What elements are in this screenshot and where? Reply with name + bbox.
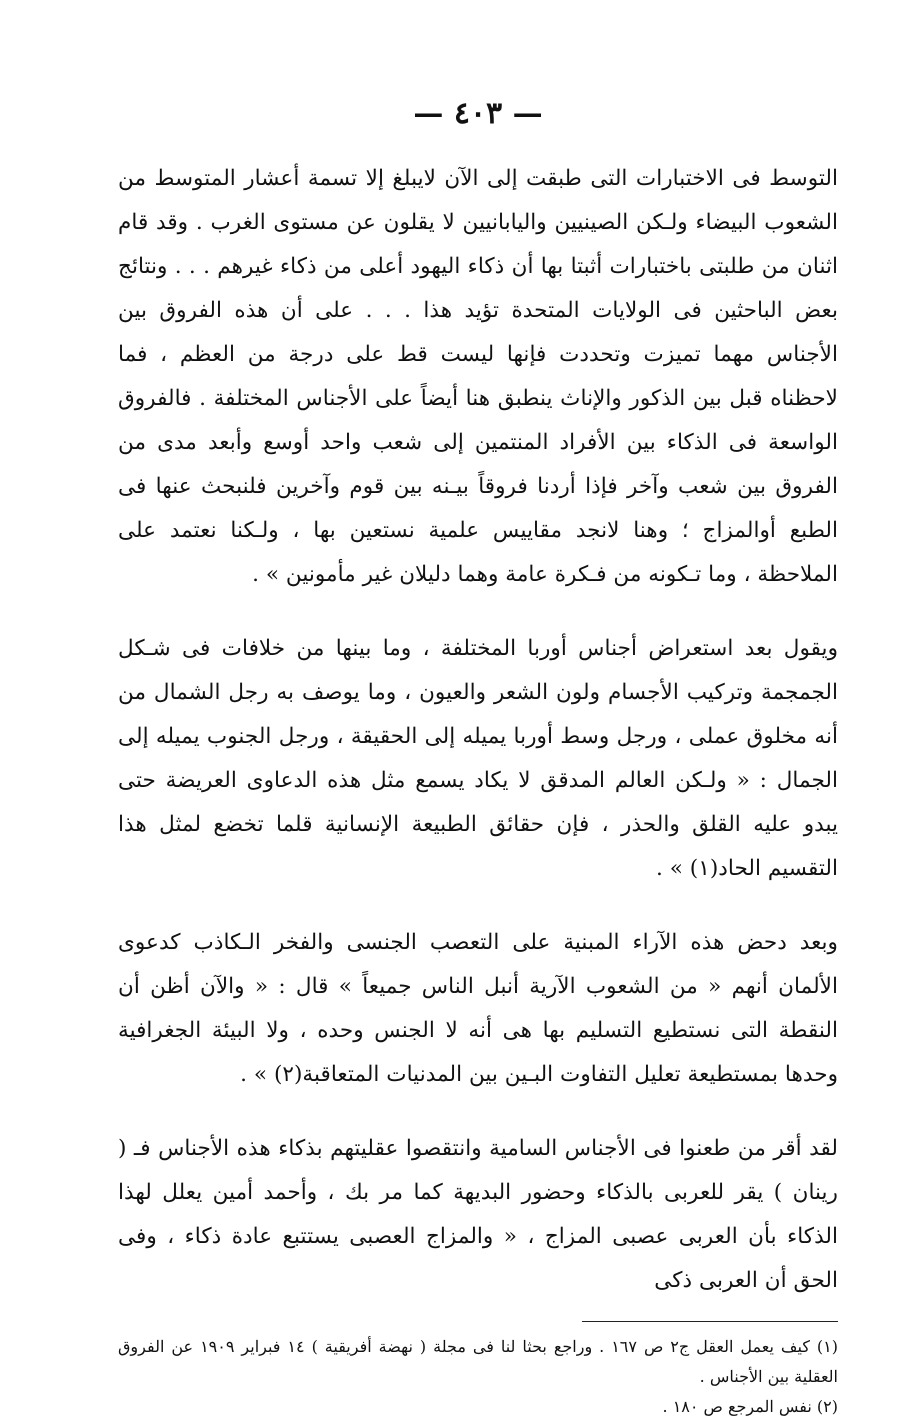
footnote-2: (٢) نفس المرجع ص ١٨٠ . [662,1397,838,1416]
footnote-divider [582,1321,838,1322]
paragraph-gap [118,1097,838,1127]
paragraph-3: وبعد دحض هذه الآراء المبنية على التعصب الجنسى والفخر الـكاذب كدعوى الألمان أنهم « من الشعوب الآرية أنبل الناس جميعاً » قال : « والآن أظن أن النقطة التى نستطيع التسليم بها هى أنه لا الجنس وحده ، ولا البيئة الجغرافية وحدها بمستطيعة تعليل التفاوت البـين بين المدنيات المتعاقبة(٢) » . [118,930,838,1087]
paragraph-4: لقد أقر من طعنوا فى الأجناس السامية وانتقصوا عقليتهم بذكاء هذه الأجناس فـ ( رينان ) يقر للعربى بالذكاء وحضور البديهة كما مر بك ، وأحمد أمين يعلل لهذا الذكاء بأن العربى عصبى المزاج ، « والمزاج العصبى يستتبع عادة ذكاء ، وفى الحق أن العربى ذكى [118,1136,838,1293]
paragraph-gap [118,891,838,921]
paragraph-gap [118,597,838,627]
paragraph-1: التوسط فى الاختبارات التى طبقت إلى الآن لايبلغ إلا تسمة أعشار المتوسط من الشعوب البيضاء ولـكن الصينيين واليابانيين لا يقلون عن مستوى الغرب . وقد قام اثنان من طلبتى باختبارات أثبتا بها أن ذكاء اليهود أعلى من ذكاء غيرهم . . . ونتائج بعض الباحثين فى الولايات المتحدة تؤيد هذا . . . على أن هذه الفروق بين الأجناس مهما تميزت وتحددت فإنها ليست قط على درجة من العظم ، فما لاحظناه قبل بين الذكور والإناث ينطبق هنا أيضاً على الأجناس المختلفة . فالفروق الواسعة فى الذكاء بين الأفراد المنتمين إلى شعب واحد أوسع وأبعد مدى من الفروق بين شعب وآخر فإذا أردنا فروقاً بيـنه بين قوم وآخرين فلنبحث عنها فى الطبع أوالمزاج ؛ وهنا لانجد مقاييس علمية نستعين بها ، ولـكنا نعتمد على الملاحظة ، وما تـكونه من فـكرة عامة وهما دليلان غير مأمونين » . [118,166,838,587]
paragraph-2: ويقول بعد استعراض أجناس أوربا المختلفة ، وما بينها من خلافات فى شـكل الجمجمة وتركيب الأجسام ولون الشعر والعيون ، وما يوصف به رجل الشمال من أنه مخلوق عملى ، ورجل وسط أوربا يميله إلى الحقيقة ، ورجل الجنوب يميله إلى الجمال : « ولـكن العالم المدقق لا يكاد يسمع مثل هذه الدعاوى العريضة حتى يبدو عليه القلق والحذر ، فإن حقائق الطبيعة الإنسانية قلما تخضع لمثل هذا التقسيم الحاد(١) » . [118,636,838,881]
page-number: — ٤٠٣ — [413,96,543,131]
footnote-1: (١) كيف يعمل العقل ج٢ ص ١٦٧ . وراجع بحثا لنا فى مجلة ( نهضة أفريقية ) ١٤ فبراير ١٩٠٩ عن الفروق العقلية بين الأجناس . [118,1337,838,1386]
